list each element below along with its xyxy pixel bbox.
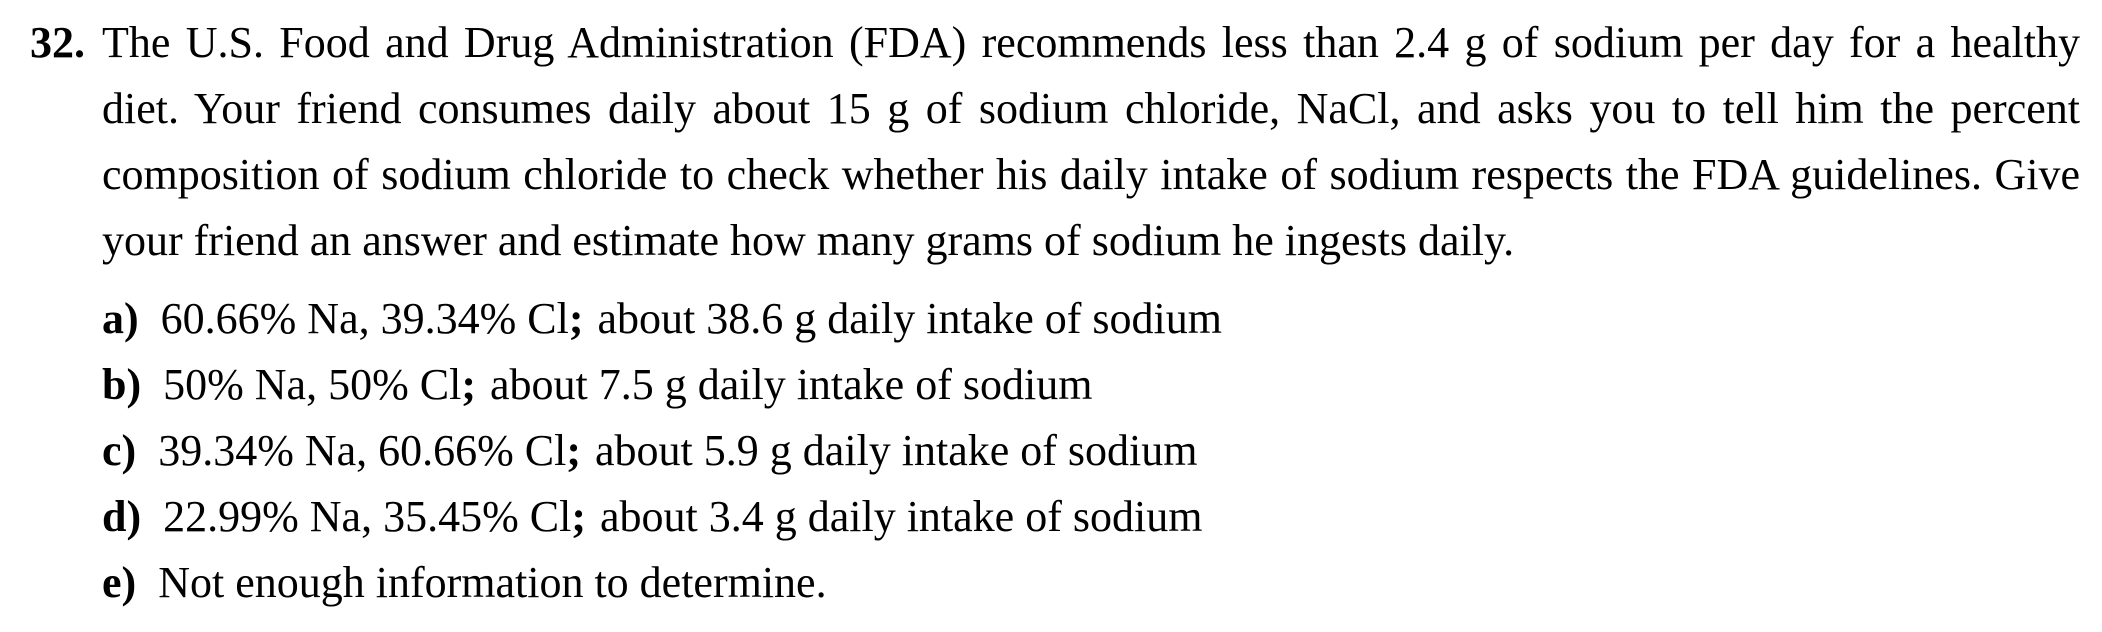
option-letter: b)	[102, 360, 142, 409]
option-composition: 39.34% Na, 60.66% Cl	[158, 426, 567, 475]
option-b[interactable]	[102, 352, 2080, 418]
option-a[interactable]	[102, 286, 2080, 352]
option-letter: a)	[102, 294, 139, 343]
option-intake: about 7.5 g daily intake of sodium	[489, 360, 1093, 409]
option-letter: c)	[102, 426, 137, 475]
option-separator: ;	[571, 492, 586, 541]
option-intake: about 5.9 g daily intake of sodium	[595, 426, 1198, 475]
option-e[interactable]	[102, 550, 2080, 616]
answer-options	[30, 286, 2080, 616]
option-composition: Not enough information to determine.	[158, 558, 827, 607]
option-composition: 50% Na, 50% Cl	[163, 360, 462, 409]
option-letter: d)	[102, 492, 142, 541]
option-intake: about 3.4 g daily intake of sodium	[599, 492, 1203, 541]
option-separator: ;	[461, 360, 476, 409]
option-composition: 60.66% Na, 39.34% Cl	[160, 294, 569, 343]
question-block	[30, 10, 2080, 616]
option-separator: ;	[566, 426, 582, 475]
option-separator: ;	[568, 294, 584, 343]
option-c[interactable]	[102, 418, 2080, 484]
question-stem	[30, 10, 2080, 274]
question-number: 32.	[30, 18, 85, 67]
option-composition: 22.99% Na, 35.45% Cl	[163, 492, 572, 541]
option-letter: e)	[102, 558, 137, 607]
question-text: The U.S. Food and Drug Administration (FDA) recommends less than 2.4 g of sodium per day for a healthy diet. Your friend consumes daily about 15 g of sodium chloride, NaCl, and asks you to tell him the percent composition of sodium chloride to check whether his daily intake of sodium respects the FDA guidelines. Give your friend an answer and estimate how many grams of sodium he ingests daily.	[102, 18, 2080, 265]
option-d[interactable]	[102, 484, 2080, 550]
option-intake: about 38.6 g daily intake of sodium	[597, 294, 1222, 343]
